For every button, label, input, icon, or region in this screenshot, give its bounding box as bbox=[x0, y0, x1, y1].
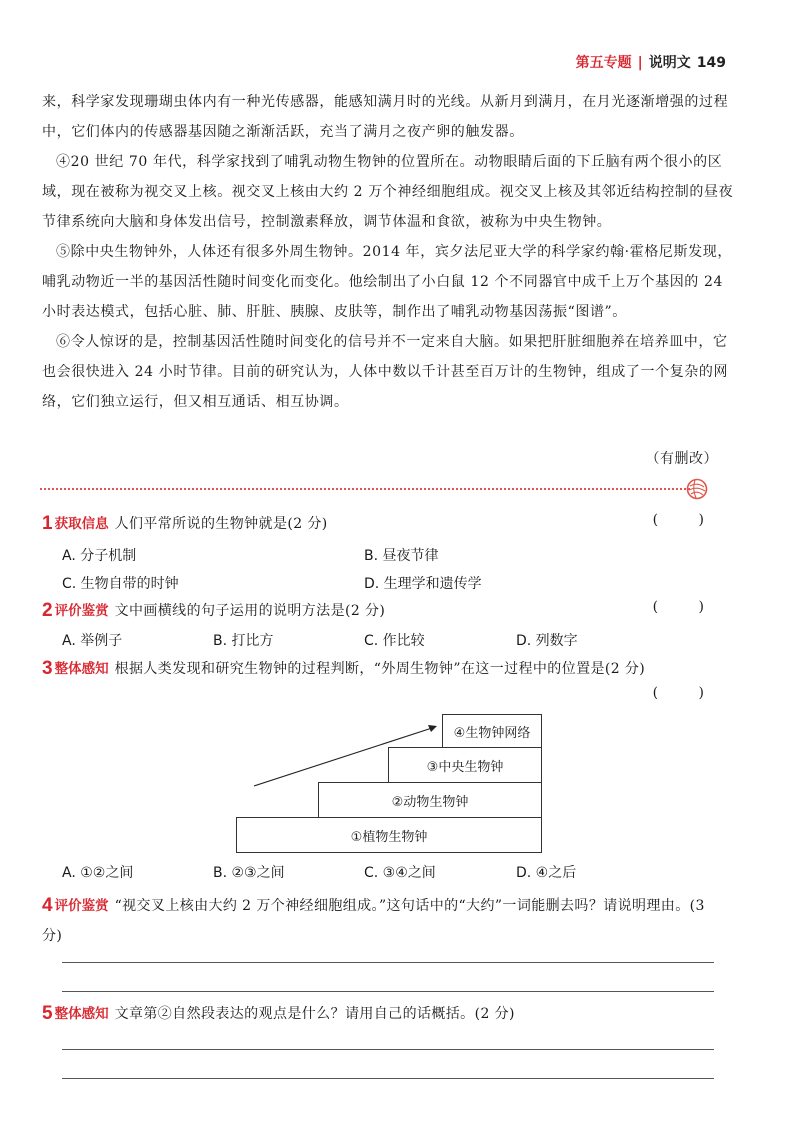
answer-bracket[interactable]: ( ) bbox=[652, 685, 722, 701]
option-d[interactable]: D. ④之后 bbox=[516, 865, 577, 881]
option-a[interactable]: A. 举例子 bbox=[62, 633, 123, 649]
option-a[interactable]: A. ①②之间 bbox=[62, 865, 134, 881]
section-divider bbox=[40, 488, 690, 490]
reading-passage bbox=[42, 87, 742, 417]
question-tag: 整体感知 bbox=[54, 661, 109, 677]
question-tag: 评价鉴赏 bbox=[54, 603, 109, 619]
step-central-clock: ③中央生物钟 bbox=[388, 747, 542, 783]
option-d[interactable]: D. 生理学和遗传学 bbox=[364, 576, 482, 592]
yarn-ball-icon bbox=[686, 478, 708, 500]
question-tag: 整体感知 bbox=[54, 1006, 109, 1022]
option-b[interactable]: B. 昼夜节律 bbox=[364, 548, 439, 564]
page-number: 149 bbox=[696, 55, 726, 71]
question-tag: 评价鉴赏 bbox=[54, 898, 109, 914]
header-separator: | bbox=[637, 55, 643, 71]
answer-line[interactable] bbox=[62, 991, 714, 992]
step-animal-clock: ②动物生物钟 bbox=[318, 782, 542, 818]
question-text: 人们平常所说的生物钟就是(2 分) bbox=[114, 516, 328, 532]
question-number: 2 bbox=[42, 600, 53, 621]
question-number: 5 bbox=[42, 1003, 53, 1024]
question-text: 文章第②自然段表达的观点是什么？请用自己的话概括。(2 分) bbox=[114, 1006, 515, 1022]
option-c[interactable]: C. 生物自带的时钟 bbox=[62, 576, 179, 592]
page-header bbox=[576, 52, 726, 72]
passage-paragraph: ⑥令人惊讶的是，控制基因活性随时间变化的信号并不一定来自大脑。如果把肝脏细胞养在培养皿中，它也会很快进入 24 小时节律。目前的研究认为，人体中数以千计甚至百万计的生物钟，组成了一个复杂的网络，它们独立运行，但又相互通话、相互协调。 bbox=[42, 334, 729, 410]
question-text: “视交叉上核由大约 2 万个神经细胞组成。”这句话中的“大约”一词能删去吗？请说明理由。(3 分) bbox=[42, 898, 705, 944]
question-3 bbox=[42, 657, 722, 701]
question-5 bbox=[42, 1002, 722, 1025]
section-label: 说明文 bbox=[648, 55, 691, 71]
question-number: 3 bbox=[42, 658, 53, 679]
question-tag: 获取信息 bbox=[54, 516, 109, 532]
source-note: （有删改） bbox=[645, 451, 718, 467]
answer-bracket[interactable]: ( ) bbox=[652, 512, 722, 528]
question-number: 1 bbox=[42, 513, 53, 534]
answer-bracket[interactable]: ( ) bbox=[652, 599, 722, 615]
question-text: 文中画横线的句子运用的说明方法是(2 分) bbox=[114, 603, 386, 619]
passage-paragraph: ④20 世纪 70 年代，科学家找到了哺乳动物生物钟的位置所在。动物眼睛后面的下丘脑有两个很小的区域，现在被称为视交叉上核。视交叉上核由大约 2 万个神经细胞组成。视交叉上核及其邻近结构控制的昼夜节律系统向大脑和身体发出信号，控制激素释放，调节体温和食欲，被称为中央生物钟。 bbox=[42, 154, 734, 230]
answer-line[interactable] bbox=[62, 1078, 714, 1079]
answer-line[interactable] bbox=[62, 1049, 714, 1050]
answer-line[interactable] bbox=[62, 962, 714, 963]
question-1 bbox=[42, 512, 722, 535]
option-c[interactable]: C. ③④之间 bbox=[364, 865, 436, 881]
step-plant-clock: ①植物生物钟 bbox=[236, 817, 542, 853]
option-a[interactable]: A. 分子机制 bbox=[62, 548, 137, 564]
step-biological-clock-network: ④生物钟网络 bbox=[442, 714, 542, 748]
staircase-diagram bbox=[232, 710, 552, 860]
option-b[interactable]: B. ②③之间 bbox=[213, 865, 285, 881]
option-d[interactable]: D. 列数字 bbox=[516, 633, 578, 649]
option-b[interactable]: B. 打比方 bbox=[213, 633, 274, 649]
progress-arrow-icon bbox=[232, 710, 552, 860]
passage-paragraph: ⑤除中央生物钟外，人体还有很多外周生物钟。2014 年，宾夕法尼亚大学的科学家约翰·霍格尼斯发现，哺乳动物近一半的基因活性随时间变化而变化。他绘制出了小白鼠 12 个不同器官中成千上万个基因的 24 小时表达模式，包括心脏、肺、肝脏、胰腺、皮肤等，制作出了哺乳动物基因荡振“图谱”。 bbox=[42, 244, 732, 320]
question-text: 根据人类发现和研究生物钟的过程判断，“外周生物钟”在这一过程中的位置是(2 分) bbox=[114, 661, 646, 677]
option-c[interactable]: C. 作比较 bbox=[364, 633, 425, 649]
passage-paragraph: 来，科学家发现珊瑚虫体内有一种光传感器，能感知满月时的光线。从新月到满月，在月光逐渐增强的过程中，它们体内的传感器基因随之渐渐活跃，充当了满月之夜产卵的触发器。 bbox=[42, 94, 729, 140]
question-number: 4 bbox=[42, 895, 53, 916]
topic-label: 第五专题 bbox=[575, 55, 632, 71]
question-2 bbox=[42, 599, 722, 622]
question-4 bbox=[42, 891, 722, 951]
